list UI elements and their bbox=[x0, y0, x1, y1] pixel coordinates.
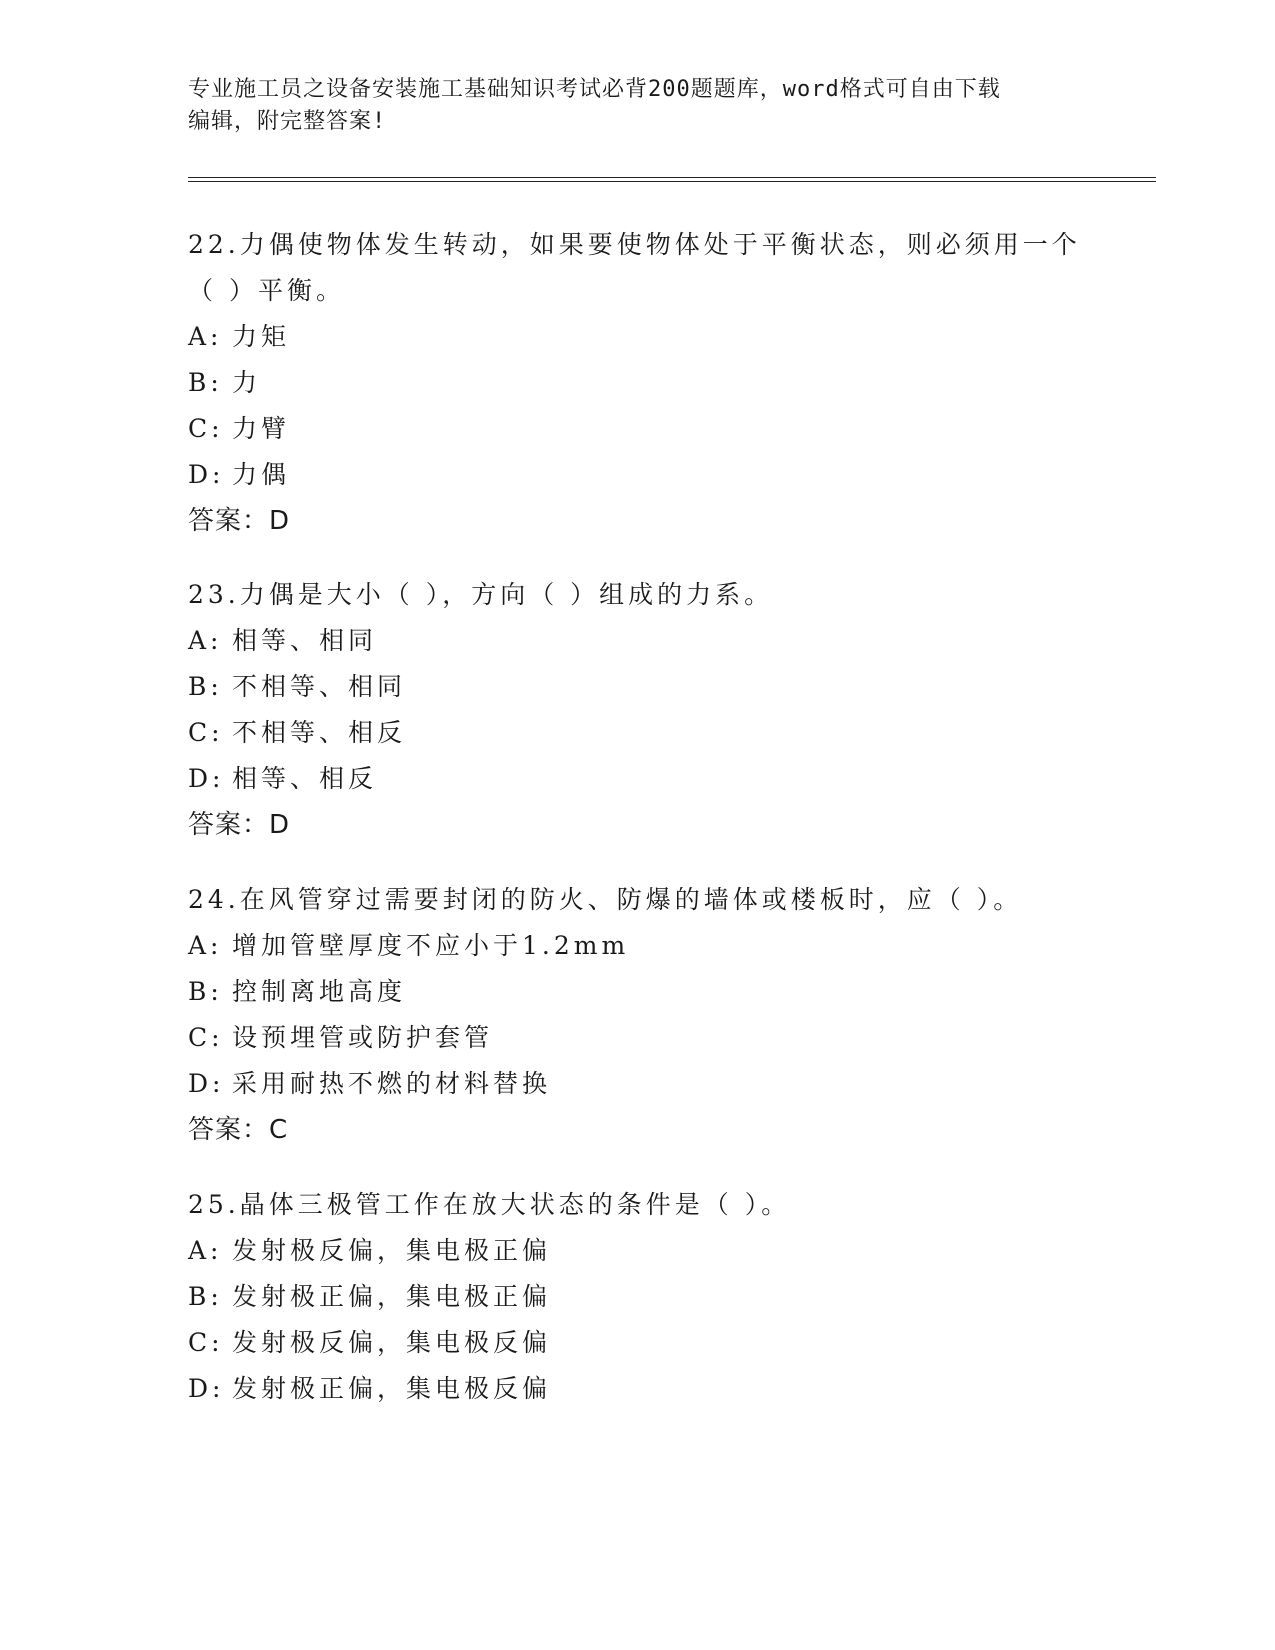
option-a bbox=[188, 314, 1148, 360]
option-c bbox=[188, 710, 1148, 756]
option-d bbox=[188, 1366, 1148, 1412]
question-24 bbox=[188, 877, 1148, 1153]
option-text: 采用耐热不燃的材料替换 bbox=[232, 1069, 552, 1098]
option-key: D: bbox=[188, 460, 225, 489]
option-text: 相等、相反 bbox=[232, 764, 378, 793]
option-key: A: bbox=[188, 1236, 223, 1265]
option-key: C: bbox=[188, 414, 224, 443]
option-text: 不相等、相同 bbox=[232, 672, 407, 701]
option-key: C: bbox=[188, 1328, 224, 1357]
question-text-line-1: 22.力偶使物体发生转动，如果要使物体处于平衡状态，则必须用一个 bbox=[188, 230, 1081, 259]
option-a bbox=[188, 618, 1148, 664]
option-key: B: bbox=[188, 1282, 223, 1311]
header-line-2: 编辑，附完整答案! bbox=[188, 109, 387, 134]
option-a bbox=[188, 923, 1148, 969]
option-d bbox=[188, 1061, 1148, 1107]
answer-line: 答案：C bbox=[188, 1115, 289, 1145]
document-header bbox=[188, 74, 1068, 138]
option-text: 力 bbox=[232, 368, 262, 397]
answer-line: 答案：D bbox=[188, 810, 291, 840]
option-text: 力臂 bbox=[232, 414, 291, 443]
option-key: D: bbox=[188, 764, 225, 793]
option-key: A: bbox=[188, 931, 223, 960]
option-text: 发射极正偏，集电极反偏 bbox=[232, 1374, 552, 1403]
option-c bbox=[188, 406, 1148, 452]
option-text: 力矩 bbox=[232, 322, 291, 351]
option-b bbox=[188, 664, 1148, 710]
question-text-line-1: 25.晶体三极管工作在放大状态的条件是（ ）。 bbox=[188, 1190, 791, 1219]
option-text: 控制离地高度 bbox=[232, 977, 407, 1006]
option-text: 力偶 bbox=[232, 460, 291, 489]
header-double-rule bbox=[188, 177, 1156, 182]
answer-line: 答案：D bbox=[188, 506, 291, 536]
question-text-line-2: （ ）平衡。 bbox=[188, 276, 345, 305]
option-text: 发射极正偏，集电极正偏 bbox=[232, 1282, 552, 1311]
option-text: 增加管壁厚度不应小于1.2mm bbox=[232, 931, 630, 960]
option-b bbox=[188, 360, 1148, 406]
question-22 bbox=[188, 222, 1148, 544]
option-text: 设预埋管或防护套管 bbox=[232, 1023, 494, 1052]
question-text-line-1: 24.在风管穿过需要封闭的防火、防爆的墙体或楼板时，应（ ）。 bbox=[188, 885, 1023, 914]
option-text: 不相等、相反 bbox=[232, 718, 407, 747]
option-key: C: bbox=[188, 1023, 224, 1052]
option-key: D: bbox=[188, 1069, 225, 1098]
option-c bbox=[188, 1320, 1148, 1366]
option-d bbox=[188, 452, 1148, 498]
option-b bbox=[188, 969, 1148, 1015]
question-25 bbox=[188, 1182, 1148, 1412]
option-text: 发射极反偏，集电极反偏 bbox=[232, 1328, 552, 1357]
option-key: B: bbox=[188, 368, 223, 397]
option-key: B: bbox=[188, 672, 223, 701]
option-key: B: bbox=[188, 977, 223, 1006]
option-key: A: bbox=[188, 626, 223, 655]
option-key: A: bbox=[188, 322, 223, 351]
question-text-line-1: 23.力偶是大小（ ），方向（ ）组成的力系。 bbox=[188, 580, 774, 609]
option-b bbox=[188, 1274, 1148, 1320]
option-key: C: bbox=[188, 718, 224, 747]
option-text: 相等、相同 bbox=[232, 626, 378, 655]
option-d bbox=[188, 756, 1148, 802]
question-23 bbox=[188, 572, 1148, 848]
option-text: 发射极反偏，集电极正偏 bbox=[232, 1236, 552, 1265]
option-key: D: bbox=[188, 1374, 225, 1403]
header-line-1: 专业施工员之设备安装施工基础知识考试必背200题题库，word格式可自由下载 bbox=[188, 77, 1001, 102]
option-a bbox=[188, 1228, 1148, 1274]
option-c bbox=[188, 1015, 1148, 1061]
